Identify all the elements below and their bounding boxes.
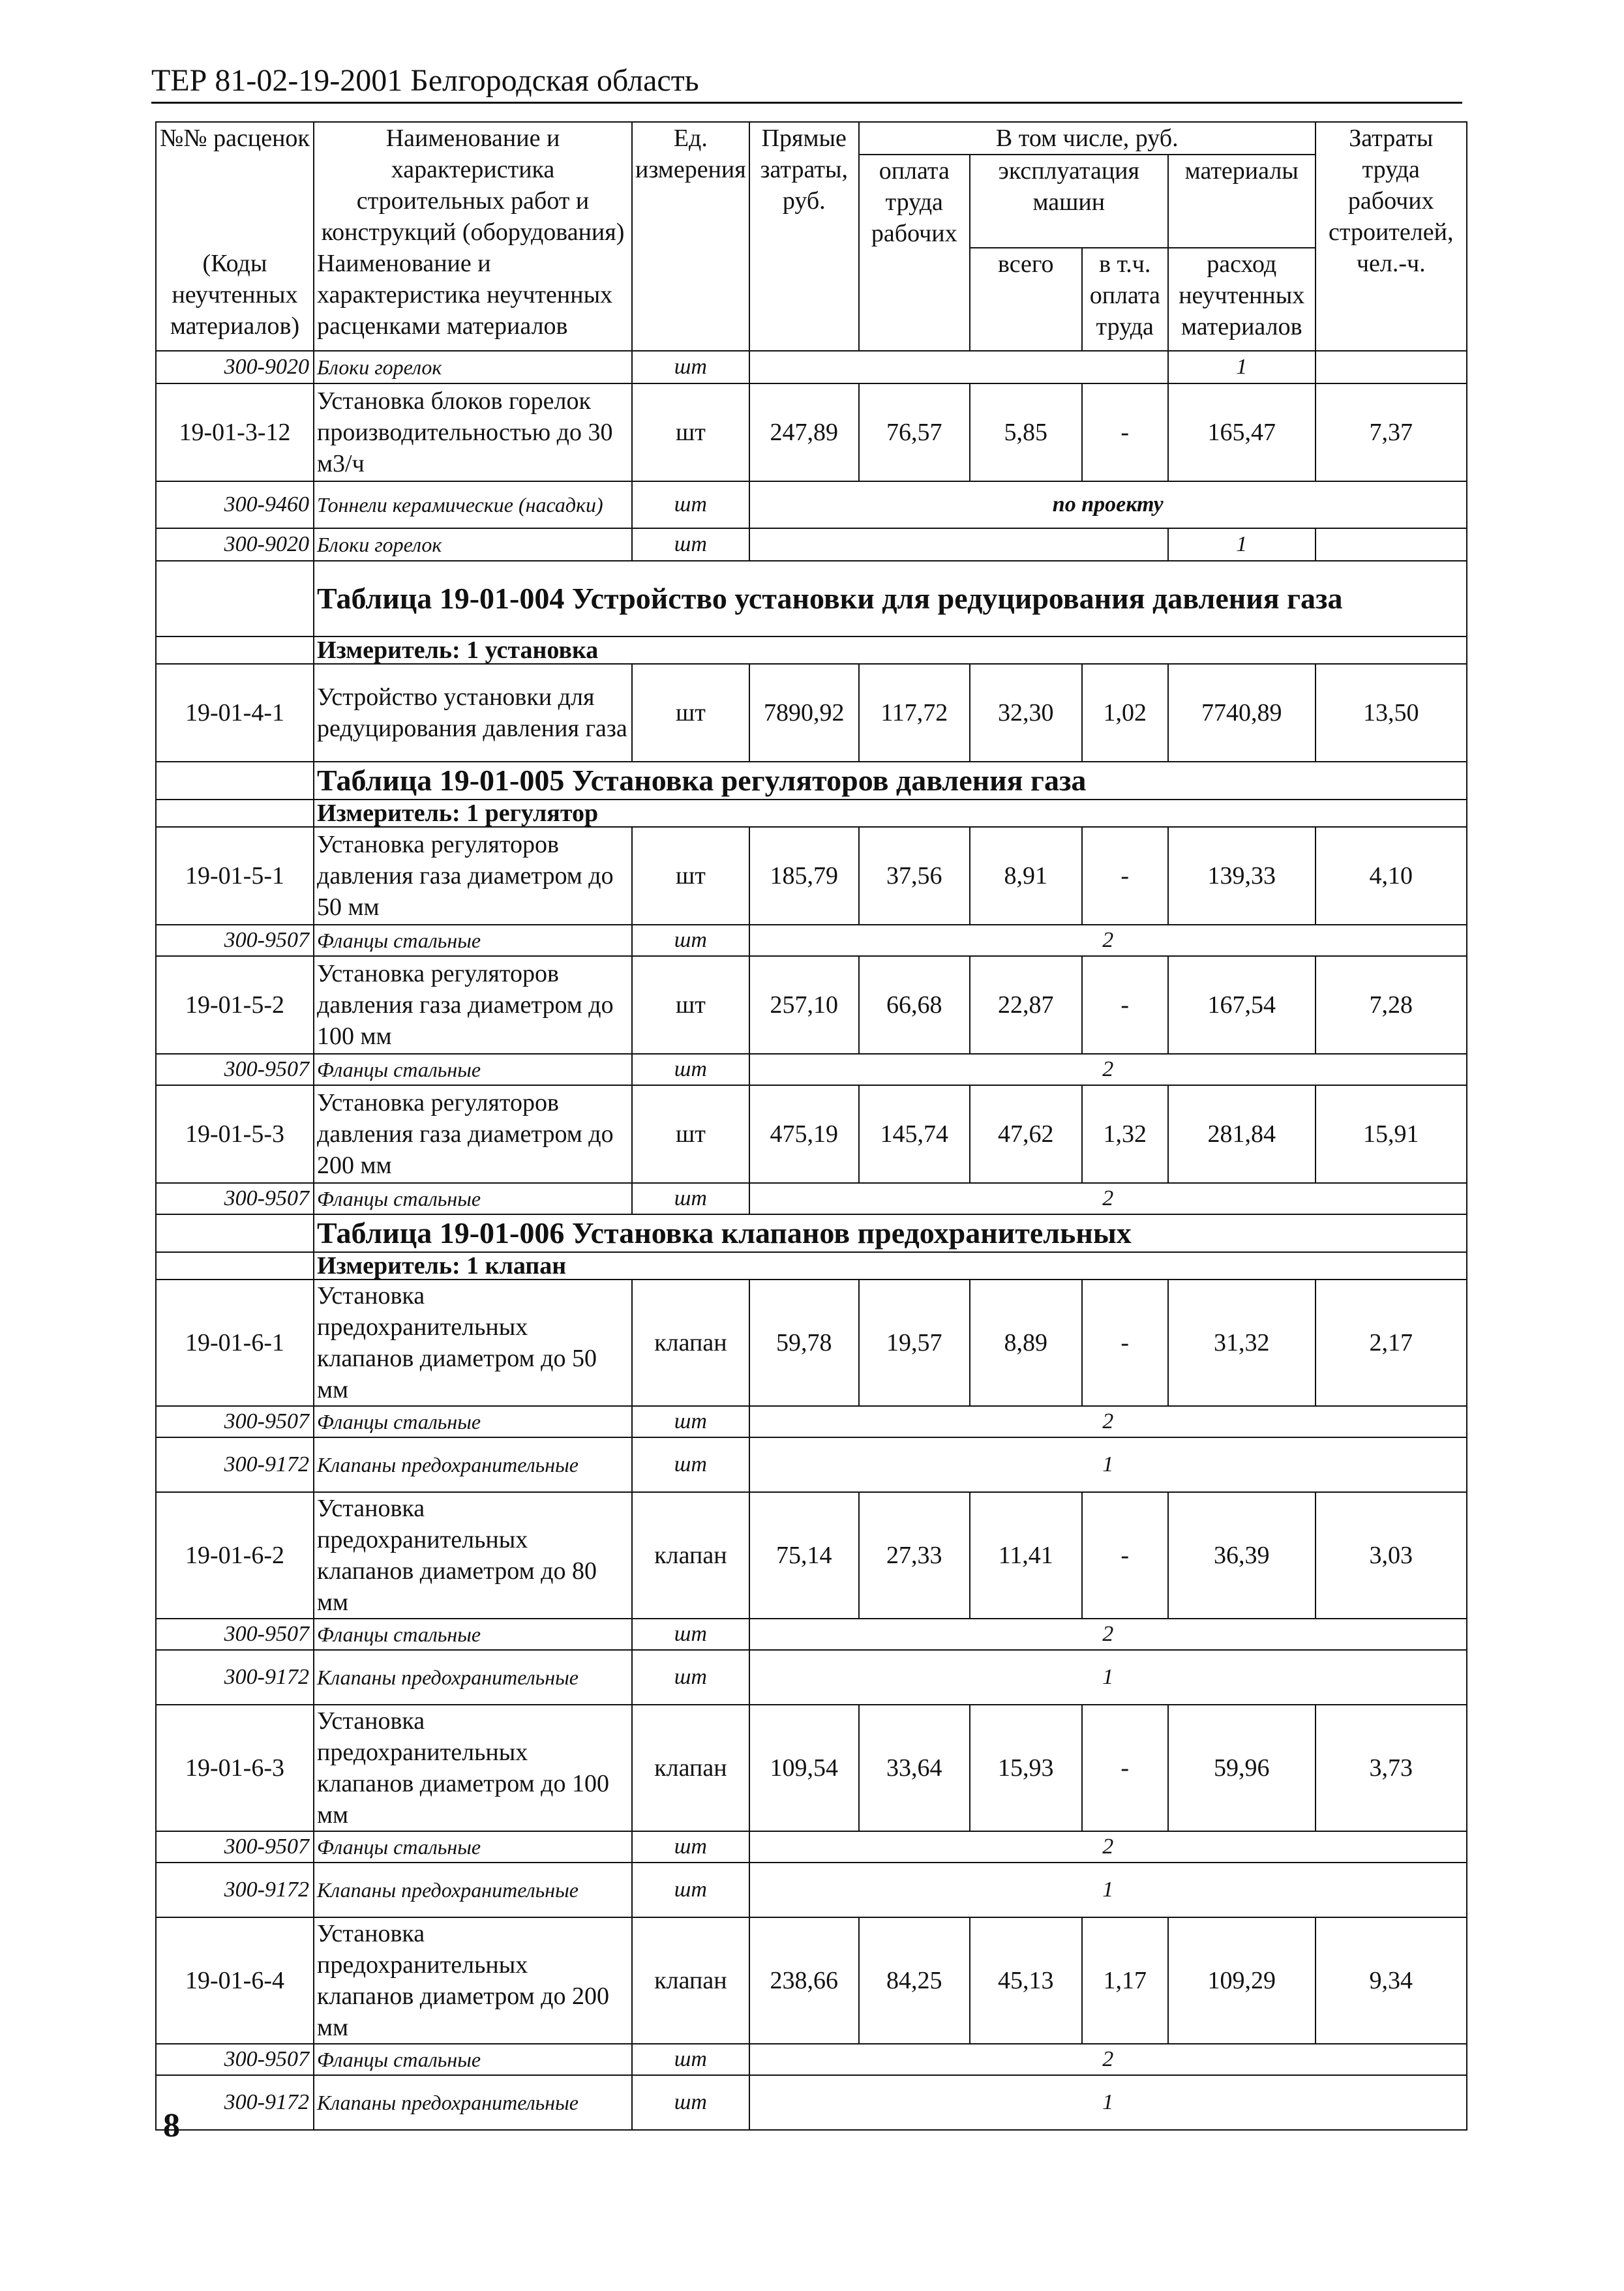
material-unit: шт	[632, 1437, 749, 1492]
rate-code: 19-01-5-3	[156, 1085, 314, 1183]
material-unit: шт	[632, 481, 749, 528]
rate-wages: 33,64	[859, 1705, 970, 1831]
rate-machines: 8,89	[970, 1280, 1082, 1406]
rate-machines-wages: 1,32	[1082, 1085, 1168, 1183]
material-unit: шт	[632, 1183, 749, 1214]
rate-direct-cost: 257,10	[749, 956, 859, 1054]
rate-name: Установка регуляторов давления газа диаметром до 100 мм	[314, 956, 632, 1054]
code-header-bottom: (Коды неучтенных материалов)	[156, 248, 314, 351]
name-header-top: Наименование и характеристика строительных работ и конструкций (оборудования)	[314, 122, 632, 248]
material-name: Клапаны предохранительные	[314, 1863, 632, 1917]
material-code: 300-9507	[156, 2044, 314, 2075]
material-row	[156, 1650, 1467, 1705]
rate-row	[156, 664, 1467, 762]
material-row	[156, 481, 1467, 528]
section-title: Таблица 19-01-004 Устройство установки для редуцирования давления газа	[314, 561, 1467, 636]
rate-direct-cost: 7890,92	[749, 664, 859, 762]
rate-unit: клапан	[632, 1280, 749, 1406]
section-title-row	[156, 762, 1467, 800]
rate-code: 19-01-6-3	[156, 1705, 314, 1831]
material-qty: 1	[749, 2075, 1467, 2130]
name-header-bottom: Наименование и характеристика неучтенных расценками материалов	[314, 248, 632, 351]
rate-code: 19-01-3-12	[156, 383, 314, 481]
wages-header: оплата труда рабочих	[859, 155, 970, 351]
rate-name: Устройство установки для редуцирования давления газа	[314, 664, 632, 762]
rate-machines-wages: -	[1082, 383, 1168, 481]
rate-machines: 47,62	[970, 1085, 1082, 1183]
rate-name: Установка предохранительных клапанов диаметром до 80 мм	[314, 1492, 632, 1619]
incl-header: В том числе, руб.	[859, 122, 1316, 155]
rate-machines-wages: -	[1082, 1280, 1168, 1406]
material-code: 300-9460	[156, 481, 314, 528]
material-code: 300-9172	[156, 1437, 314, 1492]
material-qty: 2	[749, 1054, 1467, 1085]
header-row	[156, 122, 1467, 155]
material-unit: шт	[632, 1650, 749, 1705]
machines-total-header: всего	[970, 248, 1082, 351]
material-row	[156, 351, 1467, 383]
rate-name: Установка предохранительных клапанов диаметром до 100 мм	[314, 1705, 632, 1831]
material-qty: по проекту	[749, 481, 1467, 528]
rate-name: Установка блоков горелок производительностью до 30 м3/ч	[314, 383, 632, 481]
material-row	[156, 1183, 1467, 1214]
rate-wages: 76,57	[859, 383, 970, 481]
section-title-row	[156, 561, 1467, 636]
rate-labor: 3,03	[1316, 1492, 1467, 1619]
material-qty: 2	[749, 1406, 1467, 1437]
page-header: ТЕР 81-02-19-2001 Белгородская область	[151, 63, 699, 98]
material-code: 300-9507	[156, 1183, 314, 1214]
material-code: 300-9507	[156, 1831, 314, 1863]
rate-machines: 8,91	[970, 827, 1082, 925]
material-unit: шт	[632, 1863, 749, 1917]
rate-row	[156, 1492, 1467, 1619]
rate-machines: 11,41	[970, 1492, 1082, 1619]
material-row	[156, 2044, 1467, 2075]
material-code: 300-9172	[156, 1650, 314, 1705]
rate-row	[156, 1280, 1467, 1406]
materials-unacc-header: расход неучтенных материалов	[1168, 248, 1316, 351]
unit-header: Ед. измерения	[632, 122, 749, 351]
rate-code: 19-01-6-1	[156, 1280, 314, 1406]
material-qty: 1	[1168, 351, 1316, 383]
materials-header: материалы	[1168, 155, 1316, 248]
header-rule	[151, 102, 1462, 104]
rate-wages: 19,57	[859, 1280, 970, 1406]
rate-row	[156, 1085, 1467, 1183]
material-name: Фланцы стальные	[314, 2044, 632, 2075]
material-unit: шт	[632, 2075, 749, 2130]
material-code: 300-9020	[156, 528, 314, 561]
rate-materials: 109,29	[1168, 1917, 1316, 2044]
material-row	[156, 1406, 1467, 1437]
material-unit: шт	[632, 1619, 749, 1650]
material-name: Фланцы стальные	[314, 925, 632, 956]
material-code: 300-9172	[156, 2075, 314, 2130]
material-row	[156, 1437, 1467, 1492]
rate-row	[156, 1705, 1467, 1831]
material-unit: шт	[632, 1831, 749, 1863]
rate-wages: 117,72	[859, 664, 970, 762]
rate-direct-cost: 238,66	[749, 1917, 859, 2044]
rate-materials: 7740,89	[1168, 664, 1316, 762]
material-row	[156, 528, 1467, 561]
rate-direct-cost: 59,78	[749, 1280, 859, 1406]
rate-machines-wages: 1,17	[1082, 1917, 1168, 2044]
rate-code: 19-01-4-1	[156, 664, 314, 762]
material-unit: шт	[632, 351, 749, 383]
section-measure: Измеритель: 1 установка	[314, 636, 1467, 664]
material-qty: 2	[749, 1619, 1467, 1650]
material-qty: 2	[749, 1831, 1467, 1863]
section-measure: Измеритель: 1 клапан	[314, 1252, 1467, 1280]
material-name: Фланцы стальные	[314, 1054, 632, 1085]
rate-machines-wages: -	[1082, 956, 1168, 1054]
rate-machines: 22,87	[970, 956, 1082, 1054]
rate-direct-cost: 185,79	[749, 827, 859, 925]
rate-unit: клапан	[632, 1917, 749, 2044]
material-name: Блоки горелок	[314, 351, 632, 383]
rate-labor: 2,17	[1316, 1280, 1467, 1406]
rate-materials: 139,33	[1168, 827, 1316, 925]
rate-name: Установка предохранительных клапанов диаметром до 50 мм	[314, 1280, 632, 1406]
material-name: Блоки горелок	[314, 528, 632, 561]
rate-name: Установка регуляторов давления газа диаметром до 200 мм	[314, 1085, 632, 1183]
rate-materials: 31,32	[1168, 1280, 1316, 1406]
code-header-top: №№ расценок	[156, 122, 314, 248]
measure-row	[156, 1252, 1467, 1280]
rate-machines-wages: 1,02	[1082, 664, 1168, 762]
rate-labor: 15,91	[1316, 1085, 1467, 1183]
rate-machines-wages: -	[1082, 827, 1168, 925]
rate-row	[156, 383, 1467, 481]
material-row	[156, 1054, 1467, 1085]
rate-unit: шт	[632, 664, 749, 762]
price-table	[155, 121, 1467, 2131]
material-unit: шт	[632, 1054, 749, 1085]
measure-row	[156, 636, 1467, 664]
material-name: Клапаны предохранительные	[314, 1437, 632, 1492]
material-code: 300-9172	[156, 1863, 314, 1917]
rate-labor: 7,28	[1316, 956, 1467, 1054]
material-code: 300-9507	[156, 925, 314, 956]
rate-wages: 27,33	[859, 1492, 970, 1619]
page-number: 8	[163, 2107, 180, 2144]
material-name: Фланцы стальные	[314, 1183, 632, 1214]
material-row	[156, 1863, 1467, 1917]
machines-wages-header: в т.ч. оплата труда	[1082, 248, 1168, 351]
material-qty: 1	[749, 1863, 1467, 1917]
rate-machines: 45,13	[970, 1917, 1082, 2044]
rate-row	[156, 827, 1467, 925]
measure-row	[156, 800, 1467, 827]
rate-direct-cost: 109,54	[749, 1705, 859, 1831]
material-unit: шт	[632, 925, 749, 956]
labor-header: Затраты труда рабочих строителей, чел.-ч.	[1316, 122, 1467, 351]
material-unit: шт	[632, 528, 749, 561]
rate-wages: 84,25	[859, 1917, 970, 2044]
rate-name: Установка регуляторов давления газа диаметром до 50 мм	[314, 827, 632, 925]
material-name: Клапаны предохранительные	[314, 1650, 632, 1705]
rate-unit: шт	[632, 956, 749, 1054]
material-name: Клапаны предохранительные	[314, 2075, 632, 2130]
material-code: 300-9020	[156, 351, 314, 383]
material-row	[156, 2075, 1467, 2130]
rate-code: 19-01-5-1	[156, 827, 314, 925]
section-title: Таблица 19-01-005 Установка регуляторов давления газа	[314, 762, 1467, 800]
material-unit: шт	[632, 2044, 749, 2075]
material-name: Фланцы стальные	[314, 1831, 632, 1863]
rate-unit: клапан	[632, 1705, 749, 1831]
material-qty: 1	[749, 1650, 1467, 1705]
rate-labor: 4,10	[1316, 827, 1467, 925]
rate-row	[156, 956, 1467, 1054]
rate-materials: 167,54	[1168, 956, 1316, 1054]
rate-labor: 9,34	[1316, 1917, 1467, 2044]
section-measure: Измеритель: 1 регулятор	[314, 800, 1467, 827]
rate-wages: 37,56	[859, 827, 970, 925]
material-code: 300-9507	[156, 1619, 314, 1650]
material-code: 300-9507	[156, 1406, 314, 1437]
rate-labor: 7,37	[1316, 383, 1467, 481]
material-row	[156, 925, 1467, 956]
section-title-row	[156, 1214, 1467, 1252]
machines-header: эксплуатация машин	[970, 155, 1168, 248]
material-name: Фланцы стальные	[314, 1619, 632, 1650]
material-unit: шт	[632, 1406, 749, 1437]
rate-machines-wages: -	[1082, 1492, 1168, 1619]
rate-materials: 36,39	[1168, 1492, 1316, 1619]
rate-materials: 281,84	[1168, 1085, 1316, 1183]
rate-machines: 5,85	[970, 383, 1082, 481]
rate-direct-cost: 475,19	[749, 1085, 859, 1183]
material-qty: 2	[749, 925, 1467, 956]
rate-wages: 145,74	[859, 1085, 970, 1183]
rate-machines-wages: -	[1082, 1705, 1168, 1831]
material-qty: 1	[1168, 528, 1316, 561]
rate-row	[156, 1917, 1467, 2044]
material-code: 300-9507	[156, 1054, 314, 1085]
section-title: Таблица 19-01-006 Установка клапанов предохранительных	[314, 1214, 1467, 1252]
material-row	[156, 1619, 1467, 1650]
rate-code: 19-01-6-2	[156, 1492, 314, 1619]
rate-wages: 66,68	[859, 956, 970, 1054]
rate-name: Установка предохранительных клапанов диаметром до 200 мм	[314, 1917, 632, 2044]
rate-unit: шт	[632, 383, 749, 481]
rate-materials: 59,96	[1168, 1705, 1316, 1831]
rate-code: 19-01-6-4	[156, 1917, 314, 2044]
rate-machines: 15,93	[970, 1705, 1082, 1831]
material-name: Фланцы стальные	[314, 1406, 632, 1437]
rate-direct-cost: 247,89	[749, 383, 859, 481]
direct-cost-header: Прямые затраты, руб.	[749, 122, 859, 351]
rate-code: 19-01-5-2	[156, 956, 314, 1054]
rate-labor: 3,73	[1316, 1705, 1467, 1831]
rate-unit: клапан	[632, 1492, 749, 1619]
material-qty: 1	[749, 1437, 1467, 1492]
material-name: Тоннели керамические (насадки)	[314, 481, 632, 528]
rate-machines: 32,30	[970, 664, 1082, 762]
rate-labor: 13,50	[1316, 664, 1467, 762]
rate-unit: шт	[632, 1085, 749, 1183]
rate-materials: 165,47	[1168, 383, 1316, 481]
material-row	[156, 1831, 1467, 1863]
rate-direct-cost: 75,14	[749, 1492, 859, 1619]
rate-unit: шт	[632, 827, 749, 925]
material-qty: 2	[749, 2044, 1467, 2075]
material-qty: 2	[749, 1183, 1467, 1214]
